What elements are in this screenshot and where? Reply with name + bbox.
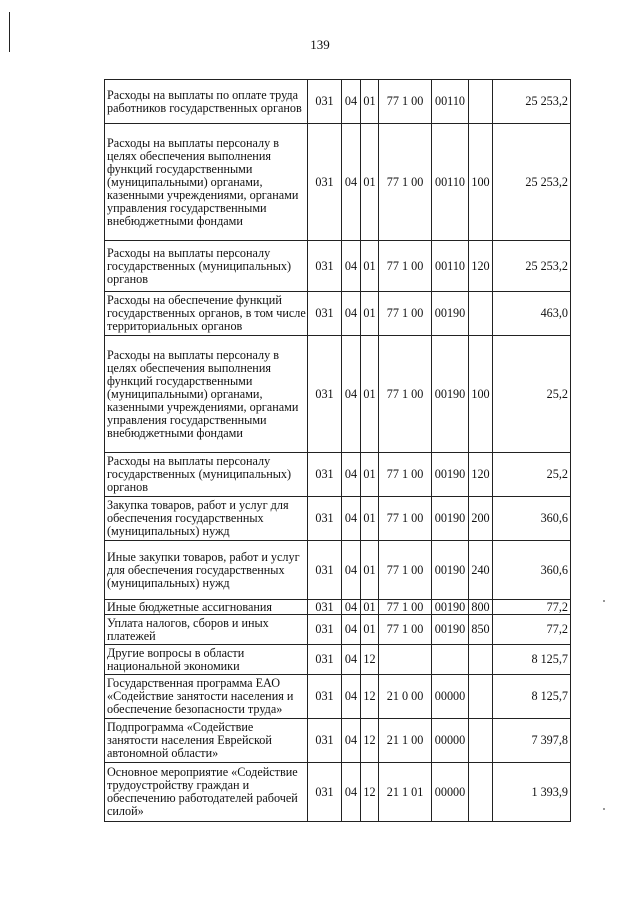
row-target-sub: 00190	[432, 600, 469, 615]
row-code: 031	[308, 80, 342, 124]
row-target-sub: 00190	[432, 615, 469, 645]
row-target-sub: 00190	[432, 336, 469, 453]
row-expense-type: 100	[469, 336, 493, 453]
row-target-sub: 00000	[432, 763, 469, 822]
row-target: 21 0 00	[379, 675, 432, 719]
table-row	[105, 719, 571, 763]
row-section: 04	[342, 600, 361, 615]
row-name: Иные бюджетные ассигнования	[105, 600, 308, 615]
row-name: Расходы на выплаты по оплате труда работников государственных органов	[105, 80, 308, 124]
row-target: 77 1 00	[379, 453, 432, 497]
table-row	[105, 80, 571, 124]
row-name: Расходы на выплаты персоналу в целях обеспечения выполнения функций государственными (муниципальными) органами, казенными учреждениями, органами управления государственными внебюджетными фондами	[105, 124, 308, 241]
row-target: 77 1 00	[379, 336, 432, 453]
row-name: Расходы на выплаты персоналу государственных (муниципальных) органов	[105, 453, 308, 497]
page-number: 139	[310, 37, 330, 52]
table-row	[105, 124, 571, 241]
row-expense-type: 240	[469, 541, 493, 600]
row-name: Расходы на выплаты персоналу государственных (муниципальных) органов	[105, 241, 308, 292]
row-code: 031	[308, 645, 342, 675]
table-row	[105, 292, 571, 336]
row-amount: 25 253,2	[493, 241, 571, 292]
row-name: Государственная программа ЕАО «Содействие занятости населения и обеспечение безопасности труда»	[105, 675, 308, 719]
row-expense-type	[469, 80, 493, 124]
row-expense-type	[469, 763, 493, 822]
row-code: 031	[308, 497, 342, 541]
table-row	[105, 336, 571, 453]
row-amount: 25,2	[493, 336, 571, 453]
row-target: 77 1 00	[379, 615, 432, 645]
row-code: 031	[308, 675, 342, 719]
row-name: Закупка товаров, работ и услуг для обеспечения государственных (муниципальных) нужд	[105, 497, 308, 541]
row-target: 77 1 00	[379, 292, 432, 336]
row-section: 04	[342, 292, 361, 336]
row-target: 77 1 00	[379, 124, 432, 241]
row-section: 04	[342, 719, 361, 763]
table-row	[105, 763, 571, 822]
row-target: 21 1 00	[379, 719, 432, 763]
row-subsection: 01	[361, 80, 379, 124]
row-target-sub: 00190	[432, 497, 469, 541]
row-target-sub: 00190	[432, 541, 469, 600]
row-subsection: 01	[361, 541, 379, 600]
row-expense-type	[469, 719, 493, 763]
row-subsection: 01	[361, 292, 379, 336]
row-code: 031	[308, 124, 342, 241]
row-code: 031	[308, 541, 342, 600]
row-target: 77 1 00	[379, 541, 432, 600]
table-row	[105, 497, 571, 541]
row-name: Иные закупки товаров, работ и услуг для обеспечения государственных (муниципальных) нужд	[105, 541, 308, 600]
row-target-sub: 00110	[432, 124, 469, 241]
row-name: Подпрограмма «Содействие занятости населения Еврейской автономной области»	[105, 719, 308, 763]
row-subsection: 01	[361, 600, 379, 615]
row-subsection: 12	[361, 763, 379, 822]
row-expense-type: 850	[469, 615, 493, 645]
row-section: 04	[342, 541, 361, 600]
table-row	[105, 541, 571, 600]
row-name: Основное мероприятие «Содействие трудоустройству граждан и обеспечению работодателей рабочей силой»	[105, 763, 308, 822]
row-amount: 463,0	[493, 292, 571, 336]
row-subsection: 12	[361, 645, 379, 675]
row-amount: 25,2	[493, 453, 571, 497]
row-section: 04	[342, 241, 361, 292]
row-amount: 25 253,2	[493, 80, 571, 124]
row-expense-type: 120	[469, 453, 493, 497]
scan-speck	[603, 600, 605, 602]
row-target: 77 1 00	[379, 497, 432, 541]
row-target: 21 1 01	[379, 763, 432, 822]
row-expense-type	[469, 292, 493, 336]
row-target	[379, 645, 432, 675]
row-target-sub: 00190	[432, 453, 469, 497]
scan-speck	[603, 808, 605, 810]
row-target-sub: 00110	[432, 80, 469, 124]
row-amount: 7 397,8	[493, 719, 571, 763]
table-body	[105, 80, 571, 822]
table-row	[105, 453, 571, 497]
row-subsection: 12	[361, 675, 379, 719]
row-target: 77 1 00	[379, 80, 432, 124]
row-amount: 25 253,2	[493, 124, 571, 241]
row-code: 031	[308, 600, 342, 615]
row-code: 031	[308, 763, 342, 822]
row-expense-type: 800	[469, 600, 493, 615]
row-code: 031	[308, 719, 342, 763]
row-section: 04	[342, 615, 361, 645]
row-section: 04	[342, 497, 361, 541]
row-subsection: 01	[361, 336, 379, 453]
row-section: 04	[342, 453, 361, 497]
row-target-sub: 00110	[432, 241, 469, 292]
row-target: 77 1 00	[379, 241, 432, 292]
row-target-sub: 00000	[432, 719, 469, 763]
row-section: 04	[342, 336, 361, 453]
row-code: 031	[308, 241, 342, 292]
row-expense-type: 200	[469, 497, 493, 541]
table-row	[105, 645, 571, 675]
row-target-sub: 00000	[432, 675, 469, 719]
row-section: 04	[342, 675, 361, 719]
row-subsection: 12	[361, 719, 379, 763]
row-target-sub: 00190	[432, 292, 469, 336]
row-subsection: 01	[361, 497, 379, 541]
row-amount: 1 393,9	[493, 763, 571, 822]
row-section: 04	[342, 80, 361, 124]
table-row	[105, 675, 571, 719]
row-section: 04	[342, 763, 361, 822]
table-row	[105, 241, 571, 292]
row-name: Другие вопросы в области национальной экономики	[105, 645, 308, 675]
row-target: 77 1 00	[379, 600, 432, 615]
row-expense-type	[469, 645, 493, 675]
row-code: 031	[308, 615, 342, 645]
row-amount: 360,6	[493, 497, 571, 541]
row-amount: 8 125,7	[493, 675, 571, 719]
row-amount: 360,6	[493, 541, 571, 600]
row-name: Расходы на выплаты персоналу в целях обеспечения выполнения функций государственными (муниципальными) органами, казенными учреждениями, органами управления государственными внебюджетными фондами	[105, 336, 308, 453]
row-subsection: 01	[361, 615, 379, 645]
row-amount: 77,2	[493, 600, 571, 615]
row-amount: 77,2	[493, 615, 571, 645]
row-code: 031	[308, 453, 342, 497]
row-section: 04	[342, 124, 361, 241]
row-section: 04	[342, 645, 361, 675]
row-code: 031	[308, 336, 342, 453]
row-name: Расходы на обеспечение функций государственных органов, в том числе территориальных органов	[105, 292, 308, 336]
row-subsection: 01	[361, 453, 379, 497]
row-subsection: 01	[361, 241, 379, 292]
table-row	[105, 615, 571, 645]
table-row	[105, 600, 571, 615]
row-expense-type: 120	[469, 241, 493, 292]
row-amount: 8 125,7	[493, 645, 571, 675]
row-subsection: 01	[361, 124, 379, 241]
row-expense-type: 100	[469, 124, 493, 241]
row-name: Уплата налогов, сборов и иных платежей	[105, 615, 308, 645]
budget-table	[104, 79, 571, 822]
row-code: 031	[308, 292, 342, 336]
row-target-sub	[432, 645, 469, 675]
row-expense-type	[469, 675, 493, 719]
